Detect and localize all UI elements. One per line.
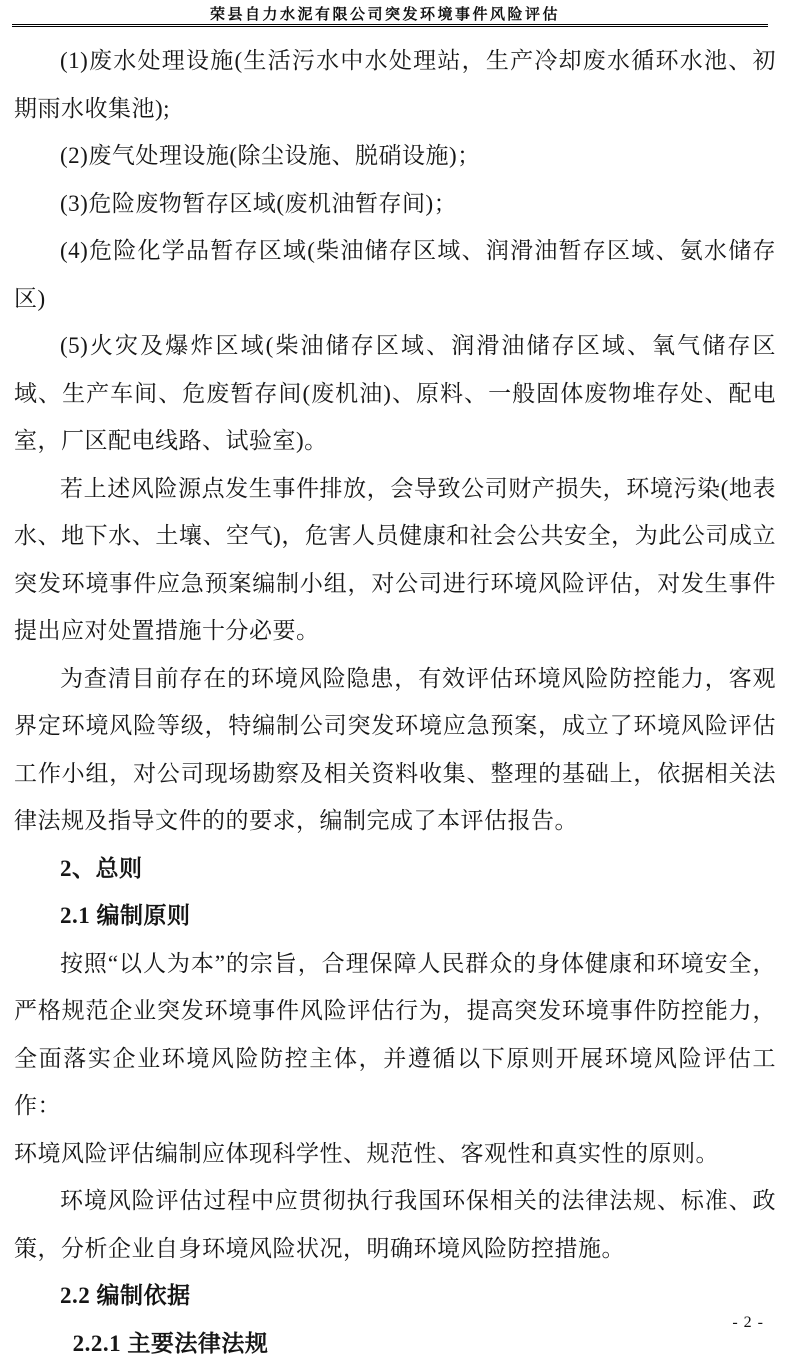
paragraph-facility-wastegas: (2)废气处理设施(除尘设施、脱硝设施)； [14, 132, 776, 180]
page-number: - 2 - [732, 1314, 764, 1332]
document-body [14, 37, 776, 1367]
paragraph-facility-hazwaste: (3)危险废物暂存区域(废机油暂存间)； [14, 180, 776, 228]
header-divider-rule [12, 24, 768, 27]
paragraph-risk-consequence: 若上述风险源点发生事件排放，会导致公司财产损失，环境污染(地表水、地下水、土壤、空气)，危害人员健康和社会公共安全，为此公司成立突发环境事件应急预案编制小组，对公司进行环境风险评估，对发生事件提出应对处置措施十分必要。 [14, 465, 776, 655]
paragraph-facility-fire-explosion: (5)火灾及爆炸区域(柴油储存区域、润滑油储存区域、氧气储存区域、生产车间、危废暂存间(废机油)、原料、一般固体废物堆存处、配电室，厂区配电线路、试验室)。 [14, 322, 776, 465]
paragraph-facility-wastewater: (1)废水处理设施(生活污水中水处理站，生产冷却废水循环水池、初期雨水收集池); [14, 37, 776, 132]
heading-section-2-2: 2.2 编制依据 [14, 1272, 776, 1320]
paragraph-assessment-purpose: 为查清目前存在的环境风险隐患，有效评估环境风险防控能力，客观界定环境风险等级，特编制公司突发环境应急预案，成立了环境风险评估工作小组，对公司现场勘察及相关资料收集、整理的基础上，依据相关法律法规及指导文件的的要求，编制完成了本评估报告。 [14, 655, 776, 845]
paragraph-principle-statement: 环境风险评估编制应体现科学性、规范性、客观性和真实性的原则。 [14, 1130, 776, 1178]
page-header-title: 荣县自力水泥有限公司突发环境事件风险评估 [0, 3, 770, 24]
paragraph-process-requirement: 环境风险评估过程中应贯彻执行我国环保相关的法律法规、标准、政策，分析企业自身环境风险状况，明确环境风险防控措施。 [14, 1177, 776, 1272]
heading-section-2-2-1: 2.2.1 主要法律法规 [14, 1320, 776, 1367]
paragraph-principle-body: 按照“以人为本”的宗旨，合理保障人民群众的身体健康和环境安全，严格规范企业突发环境事件风险评估行为，提高突发环境事件防控能力，全面落实企业环境风险防控主体，并遵循以下原则开展环境风险评估工作： [14, 940, 776, 1130]
paragraph-facility-hazchem: (4)危险化学品暂存区域(柴油储存区域、润滑油暂存区域、氨水储存区) [14, 227, 776, 322]
heading-section-2-1: 2.1 编制原则 [14, 892, 776, 940]
heading-section-2: 2、总则 [14, 845, 776, 893]
